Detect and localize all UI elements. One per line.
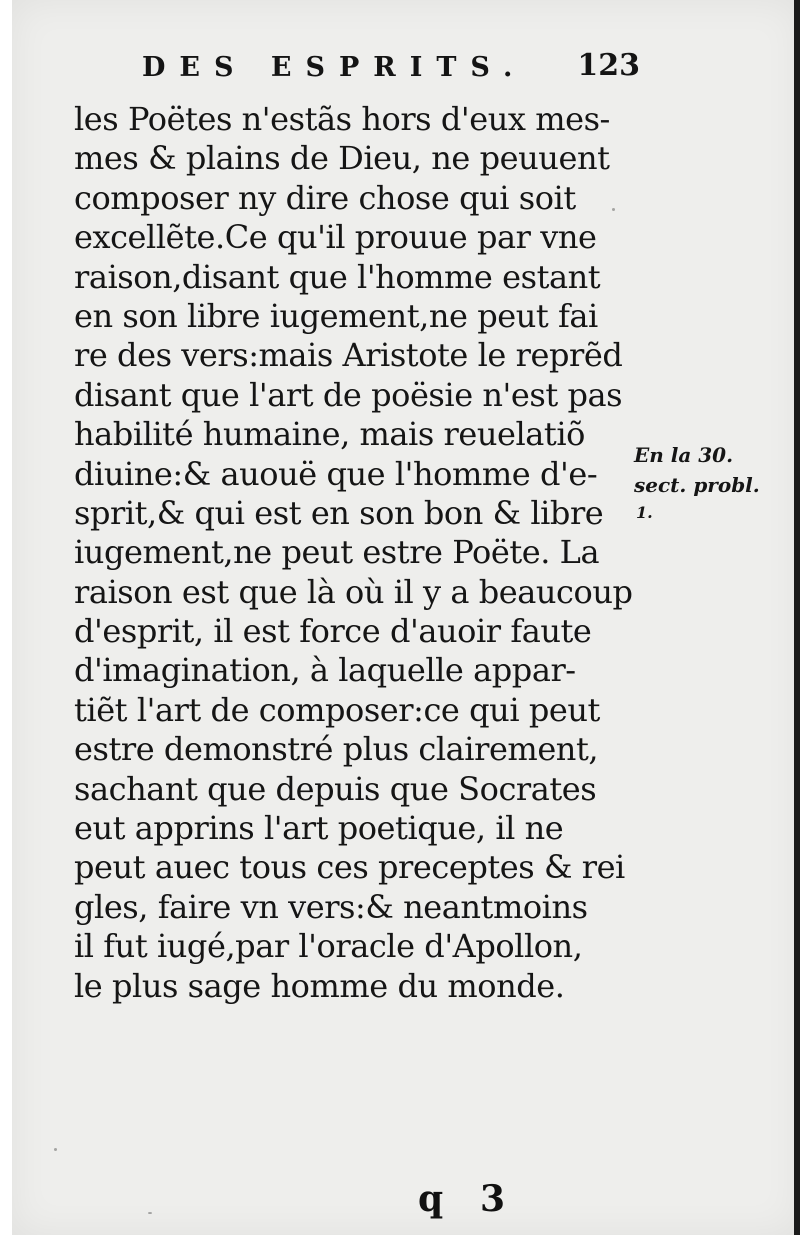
text-line: excellẽte.Ce qu'il prouue par vne <box>74 218 597 257</box>
ink-speck <box>612 208 615 211</box>
text-line: peut auec tous ces preceptes & rei <box>74 848 625 887</box>
page-left-edge <box>0 0 12 1235</box>
text-line: d'imagination, à laquelle appar- <box>74 651 576 690</box>
running-title: DES ESPRITS. <box>142 52 527 83</box>
text-line: composer ny dire chose qui soit <box>74 178 576 217</box>
text-line: il fut iugé,par l'oracle d'Apollon, <box>74 927 583 966</box>
text-line: le plus sage homme du monde. <box>74 966 565 1005</box>
signature-letter: q <box>418 1178 444 1220</box>
text-line: re des vers:mais Aristote le reprẽd <box>74 336 623 375</box>
margin-note <box>634 440 784 526</box>
ink-speck <box>148 1212 152 1214</box>
page-edge-shadow <box>794 0 800 1235</box>
body-text <box>74 100 634 1006</box>
text-line: mes & plains de Dieu, ne peuuent <box>74 139 610 178</box>
text-line: raison,disant que l'homme estant <box>74 257 601 296</box>
page-number: 123 <box>577 48 640 83</box>
margin-note-line: sect. probl. <box>634 473 760 497</box>
ink-speck <box>54 1148 57 1151</box>
text-line: disant que l'art de poësie n'est pas <box>74 375 623 414</box>
text-line: estre demonstré plus clairement, <box>74 730 599 769</box>
text-line: sprit,& qui est en son bon & libre <box>74 493 604 532</box>
text-line: en son libre iugement,ne peut fai <box>74 296 598 335</box>
signature-mark <box>418 1178 558 1228</box>
text-line: diuine:& auouë que l'homme d'e- <box>74 454 598 493</box>
text-line: habilité humaine, mais reuelatiõ <box>74 415 585 454</box>
text-line: tiẽt l'art de composer:ce qui peut <box>74 690 600 729</box>
text-line: eut apprins l'art poetique, il ne <box>74 809 564 848</box>
margin-note-line: En la 30. <box>634 443 734 467</box>
margin-note-line: 1. <box>636 503 653 522</box>
text-line: iugement,ne peut estre Poëte. La <box>74 533 600 572</box>
text-line: raison est que là où il y a beaucoup <box>74 572 633 611</box>
text-line: d'esprit, il est force d'auoir faute <box>74 612 592 651</box>
page-header <box>130 48 640 88</box>
text-line: les Poëtes n'estãs hors d'eux mes- <box>74 100 610 138</box>
text-line: gles, faire vn vers:& neantmoins <box>74 887 588 926</box>
signature-number: 3 <box>480 1178 506 1220</box>
text-line: sachant que depuis que Socrates <box>74 769 597 808</box>
